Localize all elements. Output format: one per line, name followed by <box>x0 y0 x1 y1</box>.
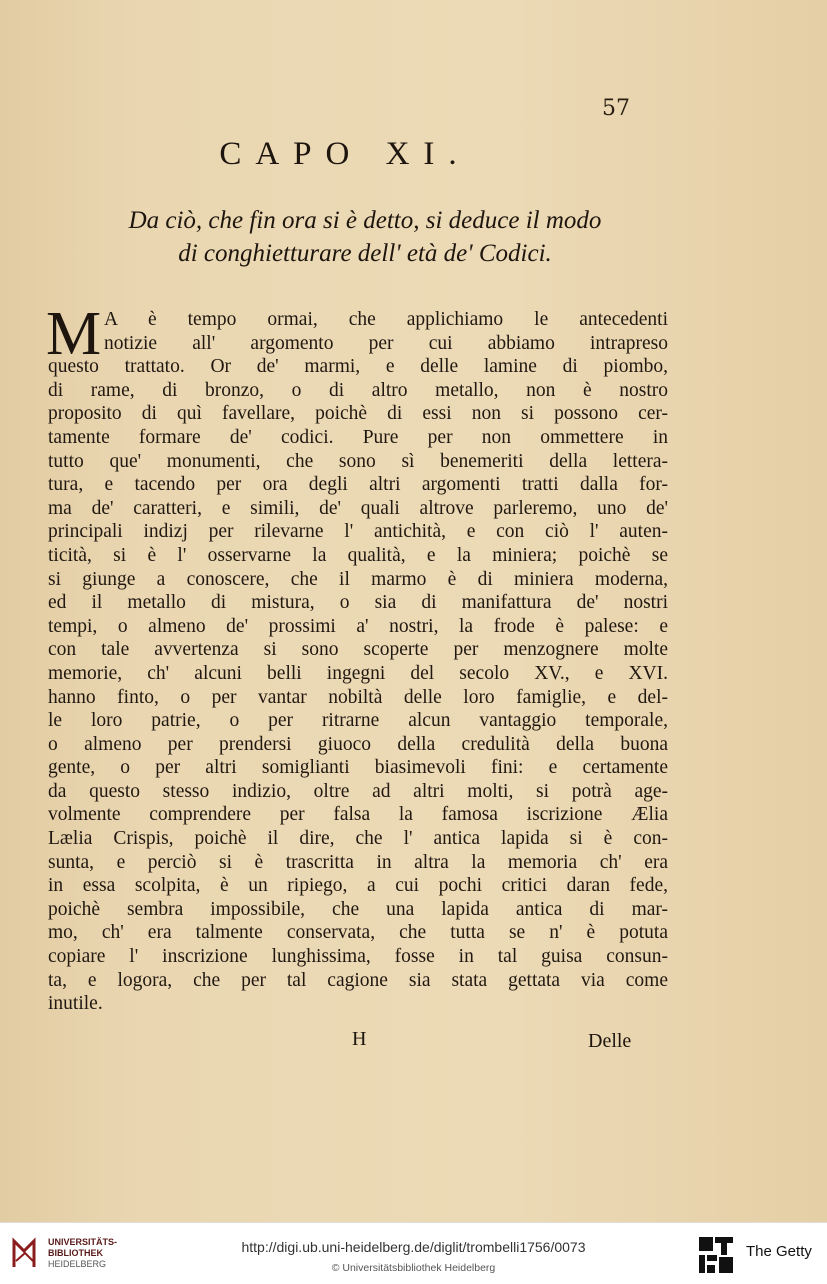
text-line: tura, e tacendo per ora degli altri argomenti tratti dalla for- <box>48 474 668 496</box>
text-line: di rame, di bronzo, o di altro metallo, non è nostro <box>48 379 668 401</box>
library-name-line: UNIVERSITÄTS- <box>48 1237 118 1247</box>
body-text <box>46 300 668 1016</box>
text-line: tutto que' monumenti, che sono sì benemeriti della lettera- <box>48 450 668 472</box>
chapter-title: CAPO XI. <box>219 136 471 172</box>
text-line: da questo stesso indizio, oltre ad altri molti, si potrà age- <box>48 780 668 802</box>
text-line: copiare l' inscrizione lunghissima, fosse in tal guisa consun- <box>48 946 668 968</box>
text-line: con tale avvertenza si sono scoperte per menzognere molte <box>48 639 668 661</box>
text-line: in essa scolpita, è un ripiego, a cui pochi critici daran fede, <box>48 875 668 897</box>
text-line: principali indizj per rilevarne l' antichità, e con ciò l' auten- <box>48 521 668 543</box>
text-line: hanno finto, o per vantar nobiltà delle loro famiglie, e del- <box>48 686 668 708</box>
text-line: sunta, e perciò si è trascritta in altra la memoria ch' era <box>48 851 668 873</box>
library-name-line: BIBLIOTHEK <box>48 1248 103 1258</box>
text-line: o almeno per prendersi giuoco della credulità della buona <box>48 733 668 755</box>
text-line: gente, o per altri somiglianti biasimevoli fini: e certamente <box>48 757 668 779</box>
subtitle-line-1: Da ciò, che fin ora si è detto, si deduce il modo <box>128 207 602 234</box>
library-name-line: HEIDELBERG <box>48 1259 107 1269</box>
text-line: poichè sembra impossibile, che una lapida antica di mar- <box>48 898 668 920</box>
copyright-notice: © Universitätsbibliothek Heidelberg <box>331 1262 496 1274</box>
text-line: notizie all' argomento per cui abbiamo intrapreso <box>104 332 668 354</box>
text-line: tamente formare de' codici. Pure per non ommettere in <box>48 426 668 448</box>
text-line: ma de' caratteri, e simili, de' quali altrove parleremo, uno de' <box>48 497 668 519</box>
permalink-url[interactable]: http://digi.ub.uni-heidelberg.de/diglit/trombelli1756/0073 <box>241 1239 586 1255</box>
text-line: ed il metallo di mistura, o sia di manifattura de' nostri <box>48 592 668 614</box>
text-line: tempi, o almeno de' prossimi a' nostri, la frode è palese: e <box>48 615 668 637</box>
text-line: ta, e logora, che per tal cagione sia stata gettata via come <box>48 969 668 991</box>
text-line: Lælia Crispis, poichè il dire, che l' antica lapida si è con- <box>48 828 668 850</box>
text-line: mo, ch' era talmente conservata, che tutta se n' è potuta <box>48 922 668 944</box>
text-line: inutile. <box>48 993 103 1015</box>
text-line: A è tempo ormai, che applichiamo le antecedenti <box>104 309 668 330</box>
text-line: le loro patrie, o per ritrarne alcun vantaggio temporale, <box>48 710 668 732</box>
text-line: questo trattato. Or de' marmi, e delle lamine di piombo, <box>48 356 668 378</box>
signature-mark: H <box>352 1028 367 1050</box>
text-line: ticità, si è l' osservarne la qualità, e la miniera; poichè se <box>48 544 668 566</box>
page-number: 57 <box>602 96 630 121</box>
catchword: Delle <box>588 1030 632 1052</box>
getty-name[interactable]: The Getty <box>746 1243 812 1260</box>
viewer-footer <box>0 1222 827 1284</box>
text-line: memorie, ch' alcuni belli ingegni del secolo XV., e XVI. <box>48 662 668 684</box>
subtitle-line-2: di conghietturare dell' età de' Codici. <box>178 240 552 267</box>
drop-capital: M <box>46 300 102 368</box>
text-line: si giunge a conoscere, che il marmo è di miniera moderna, <box>48 568 668 590</box>
text-line: volmente comprendere per falsa la famosa iscrizione Ælia <box>48 804 668 826</box>
text-line: proposito di quì favellare, poichè di essi non si possono cer- <box>48 403 668 425</box>
getty-logo-icon[interactable] <box>697 1235 735 1279</box>
